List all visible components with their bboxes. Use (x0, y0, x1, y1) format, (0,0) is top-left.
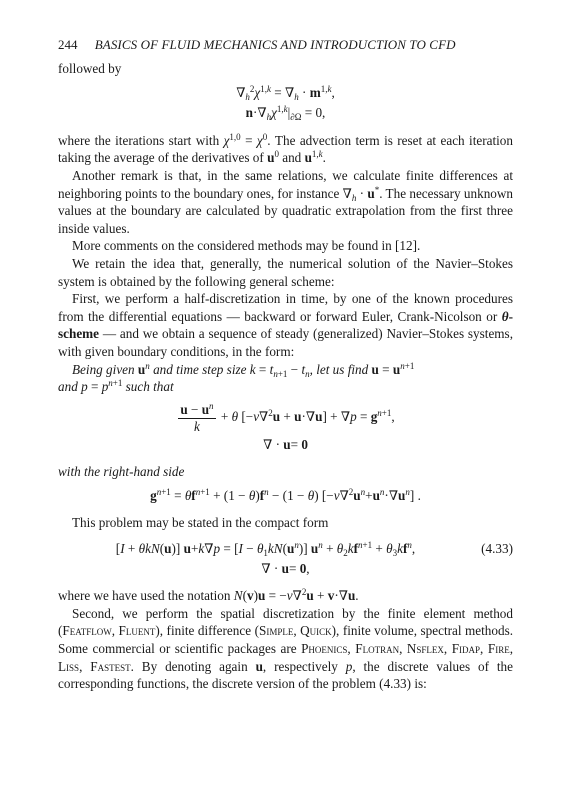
paragraph-spatial-discretization: Second, we perform the spatial discretization by the finite element method (Featflow, Fluent), finite difference (Simple, Quick), finite volume, spectral methods. Some commercial or scientific packages are Phoenics, Flotran, Nsflex, Fidap, Fire, Liss, Fastest. By denoting again u, respectively p, the discrete values of the corresponding functions, the discrete version of the problem (4.33) is: (58, 605, 513, 692)
running-title: BASICS OF FLUID MECHANICS AND INTRODUCTION TO CFD (94, 37, 456, 52)
page-number: 244 (58, 37, 78, 52)
paragraph-notation: where we have used the notation N(v)u = −ν∇$^2$u + v·∇u. (58, 587, 359, 604)
equation-number: (4.33) (481, 541, 513, 557)
equation-divergence: ∇ · u= 0 (263, 436, 308, 452)
paragraph-rhs: with the right-hand side (58, 464, 185, 480)
paragraph-iterations: where the iterations start with $\chi^{1,0} = \chi^0$. The advection term is reset at each iteration taking the average of the derivatives of $u^0$ and $u^{1,k}$. (58, 131, 513, 166)
paragraph-remark: Another remark is that, in the same relations, we calculate finite differences at neighboring points to the boundary ones, for instance $\nabla_h \cdot u^*$. The necessary unknown values at the boundary are calculated by quadratic extrapolation from the first three inside values. (58, 167, 513, 236)
followed-by-text: followed by (58, 61, 122, 76)
equation-boundary: $n\cdot\nabla_h\chi^{1,k}|_{\partial\Omega} = 0$, (245, 104, 326, 123)
equation-compact: [I + θkN(u)] $u+k\nabla p = [I - \theta_1kN(u^n)]$ $u^n + \theta_2kf^{n+1} + \theta_3kf^n$, (115, 540, 416, 559)
equation-compact-divergence: ∇ · u= 0, (261, 560, 310, 576)
page-body (58, 60, 513, 693)
equation-compact-row (58, 540, 513, 558)
paragraph-compact: This problem may be stated in the compact form (72, 515, 329, 531)
running-header (58, 36, 518, 54)
paragraph-comments: More comments on the considered methods may be found in [12]. (72, 238, 421, 254)
paragraph-being-given: Being given $u^n$ and time step size $k = t_{n+1} - t_n$, let us find $u = u^{n+1}$ and $p = p^{n+1}$ such that (58, 360, 415, 395)
paragraph-time-discretization: First, we perform a half-discretization in time, by one of the known procedures from the differential equations — backward or forward Euler, Crank-Nicolson or θ-scheme — and we obtain a sequence of steady (generalized) Navier–Stokes systems, with given boundary conditions, in the form: (58, 291, 513, 359)
equation-laplace: $\nabla_h^2\chi^{1,k} = \nabla_h \cdot m^{1,k}$, (236, 83, 335, 102)
equation-navier-stokes: $\frac{u - u^n}{k}$ + θ $[-\nu\nabla^2u + u\cdot\nabla u] + \nabla p = g^{n+1}$, (180, 400, 395, 434)
equation-rhs: $g^{n+1} = \theta f^{n+1} + (1 - \theta)f^n - (1 - \theta)$ $[-\nu\nabla^2u^n+u^n\cdot\nabla u^n]$ . (150, 486, 421, 503)
paragraph-general-scheme: We retain the idea that, generally, the numerical solution of the Navier–Stokes system is obtained by the following general scheme: (58, 255, 513, 289)
